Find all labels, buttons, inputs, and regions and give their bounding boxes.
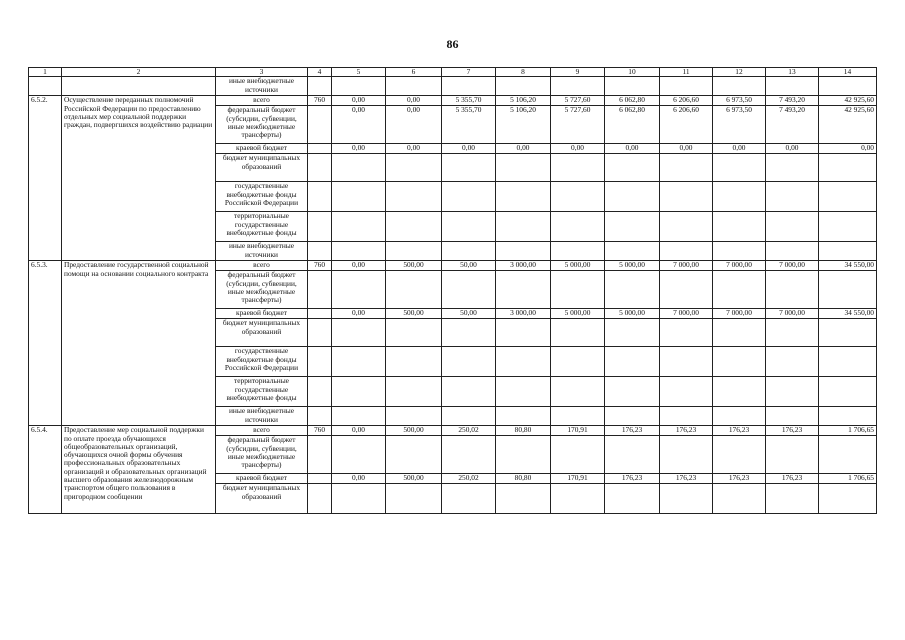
value-cell [605,212,660,242]
value-cell [819,436,877,474]
value-cell: 7 000,00 [713,261,766,271]
value-cell [386,212,442,242]
value-cell: 3 000,00 [496,309,551,319]
value-cell: 176,23 [766,426,819,436]
value-cell [660,319,713,347]
value-cell: 176,23 [713,426,766,436]
value-cell [386,242,442,261]
section-code: 6.5.2. [29,96,62,261]
value-cell [551,347,605,377]
value-cell: 176,23 [660,474,713,484]
value-cell: 7 493,20 [766,96,819,106]
value-cell: 0,00 [332,426,386,436]
value-cell [819,154,877,182]
value-cell [605,182,660,212]
value-cell [496,182,551,212]
header-cell: 12 [713,68,766,77]
value-cell [496,77,551,96]
section-code: 6.5.4. [29,426,62,514]
value-cell [496,242,551,261]
value-cell: 0,00 [332,96,386,106]
value-cell: 6 973,50 [713,106,766,144]
value-cell [660,271,713,309]
value-cell [442,319,496,347]
value-cell [819,271,877,309]
kbk-cell [308,106,332,144]
value-cell [819,77,877,96]
header-cell: 3 [216,68,308,77]
source-cell: краевой бюджет [216,309,308,319]
value-cell [766,271,819,309]
value-cell [386,271,442,309]
page-number: 86 [446,37,459,51]
value-cell [605,319,660,347]
header-row [29,68,877,77]
kbk-cell: 760 [308,96,332,106]
value-cell [766,77,819,96]
kbk-cell [308,407,332,426]
value-cell [819,377,877,407]
value-cell: 176,23 [713,474,766,484]
header-cell: 5 [332,68,386,77]
value-cell: 5 355,70 [442,96,496,106]
value-cell [386,154,442,182]
value-cell [766,212,819,242]
kbk-cell [308,271,332,309]
value-cell [713,436,766,474]
value-cell: 80,80 [496,474,551,484]
kbk-cell [308,182,332,212]
value-cell [605,242,660,261]
value-cell [551,271,605,309]
value-cell: 0,00 [332,106,386,144]
value-cell [551,154,605,182]
value-cell: 6 206,60 [660,96,713,106]
value-cell [819,407,877,426]
value-cell [551,377,605,407]
source-cell: всего [216,426,308,436]
value-cell [819,484,877,514]
value-cell: 7 000,00 [660,309,713,319]
value-cell: 5 727,60 [551,106,605,144]
value-cell: 34 550,00 [819,309,877,319]
value-cell [332,407,386,426]
value-cell [551,242,605,261]
value-cell [605,77,660,96]
header-cell: 14 [819,68,877,77]
value-cell: 1 706,65 [819,426,877,436]
source-cell: федеральный бюджет (субсидии, субвенции, иные межбюджетные трансферты) [216,106,308,144]
value-cell [605,377,660,407]
kbk-cell [308,154,332,182]
value-cell [660,407,713,426]
value-cell: 176,23 [605,474,660,484]
value-cell [442,436,496,474]
value-cell [713,377,766,407]
value-cell [551,182,605,212]
value-cell: 5 000,00 [605,261,660,271]
value-cell [660,154,713,182]
value-cell [605,436,660,474]
source-cell: бюджет муниципальных образований [216,154,308,182]
value-cell: 34 550,00 [819,261,877,271]
value-cell: 7 000,00 [766,309,819,319]
value-cell: 0,00 [386,96,442,106]
value-cell [332,77,386,96]
header-cell: 9 [551,68,605,77]
source-cell: государственные внебюджетные фонды Российской Федерации [216,182,308,212]
value-cell [496,319,551,347]
value-cell [332,212,386,242]
value-cell: 7 000,00 [766,261,819,271]
value-cell: 50,00 [442,309,496,319]
value-cell [660,77,713,96]
value-cell [496,436,551,474]
value-cell [496,212,551,242]
value-cell [766,154,819,182]
value-cell: 5 355,70 [442,106,496,144]
value-cell [766,242,819,261]
value-cell: 5 000,00 [551,261,605,271]
value-cell [332,436,386,474]
kbk-cell [308,319,332,347]
value-cell [819,182,877,212]
value-cell: 42 925,60 [819,106,877,144]
table-row [29,426,877,436]
value-cell [442,377,496,407]
value-cell [496,271,551,309]
value-cell [386,436,442,474]
source-cell: территориальные государственные внебюджетные фонды [216,377,308,407]
value-cell [332,319,386,347]
value-cell [713,347,766,377]
value-cell: 50,00 [442,261,496,271]
section-title: Предоставление государственной социальной помощи на основании социального контракта [62,261,216,426]
section-title: Предоставление мер социальной поддержки по оплате проезда обучающихся общеобразовательных организаций, обучающихся очной формы обучения профессиональных образовательных организаций и образовательных организаций высшего образования железнодорожным транспортом общего пользования в пригородном сообщении [62,426,216,514]
value-cell [386,377,442,407]
value-cell: 0,00 [386,106,442,144]
value-cell [605,347,660,377]
table-row [29,77,877,96]
value-cell: 0,00 [332,261,386,271]
value-cell: 80,80 [496,426,551,436]
value-cell [442,182,496,212]
value-cell: 5 000,00 [551,309,605,319]
value-cell: 0,00 [660,144,713,154]
section-title: Осуществление переданных полномочий Российской Федерации по предоставлению отдельных мер социальной поддержки граждан, подвергшихся воздействию радиации [62,96,216,261]
header-cell: 7 [442,68,496,77]
value-cell [605,484,660,514]
value-cell: 0,00 [819,144,877,154]
value-cell: 6 973,50 [713,96,766,106]
value-cell: 7 000,00 [660,261,713,271]
value-cell: 500,00 [386,261,442,271]
value-cell [442,242,496,261]
value-cell: 170,91 [551,426,605,436]
value-cell [496,407,551,426]
value-cell: 176,23 [660,426,713,436]
value-cell [332,182,386,212]
value-cell [551,77,605,96]
title-cell [62,77,216,96]
value-cell [766,347,819,377]
header-cell: 11 [660,68,713,77]
value-cell: 500,00 [386,309,442,319]
table-row [29,261,877,271]
value-cell [660,212,713,242]
value-cell [551,407,605,426]
value-cell [551,484,605,514]
value-cell [308,77,332,96]
value-cell: 6 206,60 [660,106,713,144]
value-cell [713,407,766,426]
value-cell: 6 062,80 [605,96,660,106]
value-cell [660,377,713,407]
header-cell: 4 [308,68,332,77]
value-cell [496,484,551,514]
value-cell [386,182,442,212]
value-cell [551,319,605,347]
value-cell: 0,00 [766,144,819,154]
value-cell [442,347,496,377]
value-cell [713,212,766,242]
value-cell [660,484,713,514]
value-cell [713,319,766,347]
value-cell: 0,00 [713,144,766,154]
kbk-cell [308,347,332,377]
value-cell [660,182,713,212]
source-cell: территориальные государственные внебюджетные фонды [216,212,308,242]
header-cell: 1 [29,68,62,77]
value-cell [332,242,386,261]
kbk-cell: 760 [308,426,332,436]
value-cell [819,242,877,261]
value-cell: 250,02 [442,426,496,436]
value-cell [605,271,660,309]
value-cell: 1 706,65 [819,474,877,484]
kbk-cell: 760 [308,261,332,271]
source-cell: всего [216,96,308,106]
value-cell: 7 493,20 [766,106,819,144]
value-cell: 0,00 [442,144,496,154]
value-cell: 3 000,00 [496,261,551,271]
value-cell: 5 727,60 [551,96,605,106]
source-cell: бюджет муниципальных образований [216,484,308,514]
value-cell [442,77,496,96]
value-cell [442,154,496,182]
value-cell [386,77,442,96]
header-cell: 2 [62,68,216,77]
kbk-cell [308,474,332,484]
kbk-cell [308,436,332,474]
kbk-cell [308,484,332,514]
value-cell [386,347,442,377]
value-cell [766,182,819,212]
source-cell: всего [216,261,308,271]
value-cell [766,319,819,347]
value-cell [819,319,877,347]
kbk-cell [308,377,332,407]
value-cell [442,407,496,426]
value-cell [332,271,386,309]
value-cell [605,407,660,426]
value-cell [386,484,442,514]
value-cell [442,484,496,514]
kbk-cell [308,309,332,319]
value-cell [551,436,605,474]
value-cell [713,182,766,212]
source-cell: иные внебюджетные источники [216,77,308,96]
value-cell: 250,02 [442,474,496,484]
value-cell: 0,00 [496,144,551,154]
value-cell [766,436,819,474]
budget-table [28,67,877,514]
value-cell: 0,00 [332,474,386,484]
section-code: 6.5.3. [29,261,62,426]
value-cell: 0,00 [605,144,660,154]
source-cell: иные внебюджетные источники [216,407,308,426]
value-cell [713,154,766,182]
value-cell: 5 106,20 [496,96,551,106]
value-cell [386,319,442,347]
source-cell: федеральный бюджет (субсидии, субвенции, иные межбюджетные трансферты) [216,436,308,474]
value-cell [766,407,819,426]
value-cell [713,242,766,261]
value-cell: 176,23 [605,426,660,436]
source-cell: бюджет муниципальных образований [216,319,308,347]
value-cell: 500,00 [386,426,442,436]
value-cell: 0,00 [332,144,386,154]
value-cell [713,271,766,309]
source-cell: государственные внебюджетные фонды Российской Федерации [216,347,308,377]
value-cell [766,484,819,514]
kbk-cell [308,242,332,261]
value-cell [442,212,496,242]
value-cell [660,347,713,377]
value-cell [332,154,386,182]
value-cell [332,484,386,514]
value-cell [605,154,660,182]
kbk-cell [308,212,332,242]
value-cell: 0,00 [551,144,605,154]
value-cell [551,212,605,242]
value-cell: 7 000,00 [713,309,766,319]
value-cell [332,377,386,407]
value-cell [496,154,551,182]
value-cell [819,212,877,242]
header-cell: 8 [496,68,551,77]
value-cell: 6 062,80 [605,106,660,144]
value-cell [819,347,877,377]
source-cell: иные внебюджетные источники [216,242,308,261]
header-cell: 6 [386,68,442,77]
value-cell [660,242,713,261]
value-cell: 42 925,60 [819,96,877,106]
value-cell [332,347,386,377]
value-cell [386,407,442,426]
value-cell [766,377,819,407]
value-cell [496,377,551,407]
source-cell: федеральный бюджет (субсидии, субвенции, иные межбюджетные трансферты) [216,271,308,309]
value-cell: 0,00 [386,144,442,154]
header-cell: 13 [766,68,819,77]
value-cell [496,347,551,377]
value-cell [442,271,496,309]
value-cell: 5 000,00 [605,309,660,319]
table-row [29,96,877,106]
value-cell [713,484,766,514]
value-cell: 170,91 [551,474,605,484]
value-cell: 5 106,20 [496,106,551,144]
code-cell [29,77,62,96]
value-cell: 500,00 [386,474,442,484]
value-cell: 0,00 [332,309,386,319]
kbk-cell [308,144,332,154]
value-cell [713,77,766,96]
value-cell [660,436,713,474]
source-cell: краевой бюджет [216,474,308,484]
value-cell: 176,23 [766,474,819,484]
source-cell: краевой бюджет [216,144,308,154]
header-cell: 10 [605,68,660,77]
